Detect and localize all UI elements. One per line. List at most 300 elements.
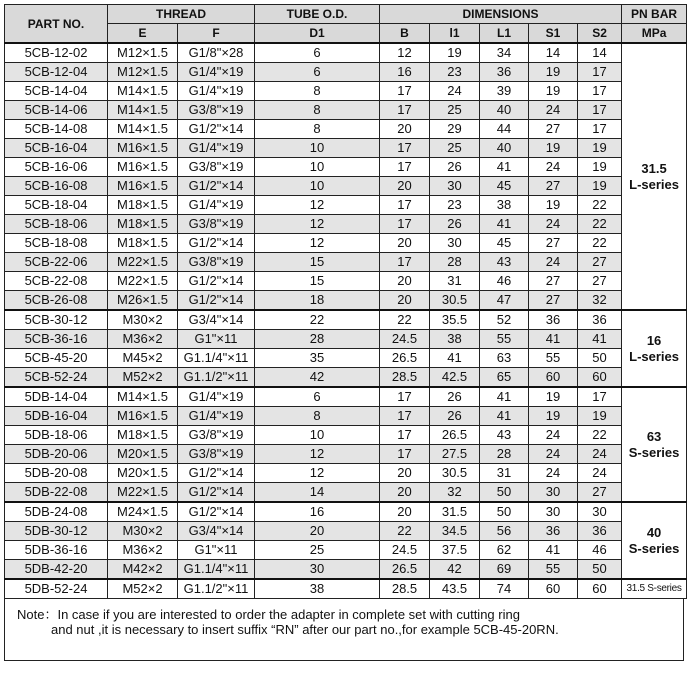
part-number-cell: 5CB-22-08 — [5, 272, 108, 291]
part-number-cell: 5CB-18-06 — [5, 215, 108, 234]
table-cell: 16 — [380, 63, 430, 82]
table-cell: 55 — [529, 560, 578, 580]
table-cell: 46 — [578, 541, 622, 560]
table-row — [5, 234, 687, 253]
table-cell: 19 — [529, 407, 578, 426]
pn-series: L-series — [629, 348, 679, 364]
pn-series: S-series — [628, 540, 680, 556]
table-cell: 39 — [480, 82, 529, 101]
table-cell: 17 — [380, 158, 430, 177]
table-cell: 19 — [529, 196, 578, 215]
table-row — [5, 120, 687, 139]
table-cell: 27 — [578, 483, 622, 503]
table-cell: 24 — [529, 426, 578, 445]
table-cell: 60 — [529, 368, 578, 388]
table-cell: 15 — [255, 253, 380, 272]
table-cell: 42.5 — [430, 368, 480, 388]
table-row — [5, 407, 687, 426]
table-cell: 17 — [380, 445, 430, 464]
header-row-2 — [5, 24, 687, 44]
table-cell: G1/2"×14 — [178, 483, 255, 503]
table-cell: G3/8"×19 — [178, 215, 255, 234]
table-cell: 35.5 — [430, 310, 480, 330]
table-row — [5, 82, 687, 101]
table-row — [5, 272, 687, 291]
table-row — [5, 101, 687, 120]
table-row — [5, 387, 687, 407]
table-cell: M16×1.5 — [108, 139, 178, 158]
table-cell: 30 — [430, 177, 480, 196]
table-cell: 6 — [255, 63, 380, 82]
pn-rating-cell — [622, 502, 687, 579]
part-number-cell: 5CB-52-24 — [5, 368, 108, 388]
table-cell: G1/4"×19 — [178, 82, 255, 101]
table-cell: 23 — [430, 196, 480, 215]
table-cell: 26.5 — [380, 349, 430, 368]
table-row — [5, 426, 687, 445]
table-cell: 17 — [578, 63, 622, 82]
table-cell: M45×2 — [108, 349, 178, 368]
table-cell: 26 — [430, 407, 480, 426]
table-cell: 41 — [480, 215, 529, 234]
table-cell: 41 — [480, 407, 529, 426]
table-cell: 10 — [255, 158, 380, 177]
table-cell: 26 — [430, 215, 480, 234]
table-row — [5, 349, 687, 368]
table-cell: 17 — [380, 196, 430, 215]
table-cell: 41 — [480, 158, 529, 177]
table-cell: 10 — [255, 177, 380, 196]
pn-value: 16 — [646, 332, 662, 348]
table-cell: M30×2 — [108, 310, 178, 330]
header-l1-lower: l1 — [430, 24, 480, 44]
table-cell: 45 — [480, 177, 529, 196]
table-cell: M24×1.5 — [108, 502, 178, 522]
table-row — [5, 215, 687, 234]
table-cell: 30 — [255, 560, 380, 580]
part-number-cell: 5DB-20-06 — [5, 445, 108, 464]
part-number-cell: 5DB-42-20 — [5, 560, 108, 580]
table-cell: 10 — [255, 426, 380, 445]
table-cell: M14×1.5 — [108, 101, 178, 120]
table-cell: 43 — [480, 253, 529, 272]
table-row — [5, 464, 687, 483]
table-cell: M18×1.5 — [108, 215, 178, 234]
table-cell: 31.5 — [430, 502, 480, 522]
table-cell: 19 — [529, 387, 578, 407]
table-cell: G1/4"×19 — [178, 407, 255, 426]
table-cell: M12×1.5 — [108, 43, 178, 63]
table-cell: 17 — [380, 253, 430, 272]
header-pn-bar: PN BAR — [622, 5, 687, 24]
table-cell: 20 — [380, 291, 430, 311]
table-cell: 55 — [529, 349, 578, 368]
table-cell: 12 — [255, 445, 380, 464]
table-row — [5, 560, 687, 580]
header-d1: D1 — [255, 24, 380, 44]
table-cell: 28.5 — [380, 579, 430, 599]
spec-sheet — [4, 4, 686, 661]
table-cell: M16×1.5 — [108, 177, 178, 196]
table-row — [5, 579, 687, 599]
table-cell: 36 — [578, 522, 622, 541]
table-cell: 8 — [255, 407, 380, 426]
table-cell: 17 — [380, 215, 430, 234]
part-number-cell: 5CB-14-08 — [5, 120, 108, 139]
table-row — [5, 310, 687, 330]
table-cell: G1/4"×19 — [178, 139, 255, 158]
part-number-cell: 5CB-16-08 — [5, 177, 108, 196]
table-row — [5, 502, 687, 522]
table-cell: G3/8"×19 — [178, 426, 255, 445]
table-cell: 24 — [529, 158, 578, 177]
table-cell: G3/8"×19 — [178, 445, 255, 464]
table-cell: G1/2"×14 — [178, 177, 255, 196]
table-cell: 27 — [578, 272, 622, 291]
table-cell: 30 — [578, 502, 622, 522]
part-number-cell: 5CB-18-04 — [5, 196, 108, 215]
table-cell: 24 — [529, 215, 578, 234]
table-cell: 24 — [578, 445, 622, 464]
header-e: E — [108, 24, 178, 44]
table-cell: 20 — [380, 464, 430, 483]
header-l1: L1 — [480, 24, 529, 44]
part-number-cell: 5DB-18-06 — [5, 426, 108, 445]
table-cell: 19 — [578, 407, 622, 426]
pn-rating-cell — [622, 43, 687, 310]
table-cell: G1/2"×14 — [178, 120, 255, 139]
table-cell: 17 — [578, 82, 622, 101]
pn-series: S-series — [628, 444, 680, 460]
table-cell: 6 — [255, 387, 380, 407]
table-cell: G1/8"×28 — [178, 43, 255, 63]
table-cell: 20 — [380, 120, 430, 139]
header-tube-od: TUBE O.D. — [255, 5, 380, 24]
table-cell: G1/2"×14 — [178, 291, 255, 311]
part-number-cell: 5CB-22-06 — [5, 253, 108, 272]
table-cell: 32 — [578, 291, 622, 311]
table-cell: 42 — [430, 560, 480, 580]
pn-series: 31.5 S-series — [626, 583, 682, 594]
pn-rating-cell — [622, 387, 687, 502]
table-cell: 69 — [480, 560, 529, 580]
table-row — [5, 368, 687, 388]
table-cell: 24 — [430, 82, 480, 101]
table-row — [5, 63, 687, 82]
table-cell: G3/8"×19 — [178, 101, 255, 120]
table-row — [5, 139, 687, 158]
table-cell: 40 — [480, 101, 529, 120]
table-cell: G1/2"×14 — [178, 502, 255, 522]
table-cell: M14×1.5 — [108, 82, 178, 101]
table-cell: M36×2 — [108, 541, 178, 560]
table-cell: 20 — [380, 177, 430, 196]
part-number-cell: 5CB-30-12 — [5, 310, 108, 330]
table-cell: M16×1.5 — [108, 407, 178, 426]
table-cell: 62 — [480, 541, 529, 560]
table-cell: 43.5 — [430, 579, 480, 599]
table-cell: 42 — [255, 368, 380, 388]
header-thread: THREAD — [108, 5, 255, 24]
table-cell: 8 — [255, 82, 380, 101]
table-cell: 26.5 — [380, 560, 430, 580]
table-cell: G1/2"×14 — [178, 272, 255, 291]
pn-value: 40 — [646, 524, 662, 540]
table-cell: 55 — [480, 330, 529, 349]
table-cell: M22×1.5 — [108, 483, 178, 503]
table-cell: 22 — [380, 522, 430, 541]
table-cell: 50 — [480, 502, 529, 522]
table-cell: 20 — [380, 234, 430, 253]
table-row — [5, 253, 687, 272]
header-s1: S1 — [529, 24, 578, 44]
table-cell: M14×1.5 — [108, 120, 178, 139]
part-number-cell: 5CB-12-02 — [5, 43, 108, 63]
table-cell: M20×1.5 — [108, 445, 178, 464]
table-cell: 12 — [255, 196, 380, 215]
table-cell: 20 — [380, 272, 430, 291]
pn-series: L-series — [629, 176, 679, 192]
table-cell: 60 — [529, 579, 578, 599]
table-cell: 18 — [255, 291, 380, 311]
table-cell: 12 — [255, 464, 380, 483]
table-cell: 26 — [430, 387, 480, 407]
table-cell: 25 — [430, 139, 480, 158]
table-cell: 19 — [578, 158, 622, 177]
table-cell: 47 — [480, 291, 529, 311]
table-cell: 31 — [430, 272, 480, 291]
table-cell: 29 — [430, 120, 480, 139]
note-line-2: and nut ,it is necessary to insert suffix “RN” after our part no.,for example 5CB-45-20RN. — [51, 622, 559, 637]
table-cell: 8 — [255, 101, 380, 120]
table-cell: 12 — [255, 234, 380, 253]
table-cell: 22 — [255, 310, 380, 330]
table-cell: 36 — [578, 310, 622, 330]
pn-value: 63 — [646, 428, 662, 444]
table-row — [5, 196, 687, 215]
header-part-no: PART NO. — [5, 5, 108, 44]
table-cell: 28 — [480, 445, 529, 464]
table-cell: 27.5 — [430, 445, 480, 464]
table-row — [5, 158, 687, 177]
table-cell: 27 — [529, 120, 578, 139]
table-cell: G1/2"×14 — [178, 234, 255, 253]
order-note — [4, 599, 684, 661]
table-cell: 17 — [578, 120, 622, 139]
table-row — [5, 177, 687, 196]
table-cell: G1.1/4"×11 — [178, 560, 255, 580]
table-cell: 60 — [578, 368, 622, 388]
table-cell: M20×1.5 — [108, 464, 178, 483]
header-dimensions: DIMENSIONS — [380, 5, 622, 24]
table-cell: 12 — [255, 215, 380, 234]
header-b: B — [380, 24, 430, 44]
table-cell: 41 — [578, 330, 622, 349]
table-cell: 17 — [380, 387, 430, 407]
table-cell: 27 — [578, 253, 622, 272]
part-number-cell: 5CB-14-04 — [5, 82, 108, 101]
table-cell: 38 — [430, 330, 480, 349]
table-cell: 17 — [380, 407, 430, 426]
part-number-cell: 5DB-52-24 — [5, 579, 108, 599]
table-cell: 63 — [480, 349, 529, 368]
table-cell: 41 — [480, 387, 529, 407]
table-cell: 17 — [578, 101, 622, 120]
table-cell: 20 — [255, 522, 380, 541]
table-cell: G1"×11 — [178, 330, 255, 349]
table-cell: 20 — [380, 502, 430, 522]
table-cell: 41 — [529, 330, 578, 349]
table-cell: M18×1.5 — [108, 426, 178, 445]
table-cell: 19 — [578, 139, 622, 158]
table-cell: 30.5 — [430, 291, 480, 311]
table-cell: G1"×11 — [178, 541, 255, 560]
part-number-cell: 5CB-26-08 — [5, 291, 108, 311]
table-cell: 24 — [529, 101, 578, 120]
part-number-cell: 5CB-45-20 — [5, 349, 108, 368]
table-cell: 36 — [529, 522, 578, 541]
table-cell: 25 — [430, 101, 480, 120]
table-cell: 50 — [480, 483, 529, 503]
table-cell: 17 — [380, 82, 430, 101]
table-cell: 24.5 — [380, 330, 430, 349]
table-cell: M18×1.5 — [108, 196, 178, 215]
table-cell: 19 — [430, 43, 480, 63]
table-cell: 38 — [255, 579, 380, 599]
table-cell: 28 — [430, 253, 480, 272]
table-cell: 74 — [480, 579, 529, 599]
table-cell: M14×1.5 — [108, 387, 178, 407]
table-cell: 28 — [255, 330, 380, 349]
table-cell: 36 — [529, 310, 578, 330]
table-cell: M22×1.5 — [108, 253, 178, 272]
pn-rating-cell — [622, 310, 687, 387]
table-cell: 37.5 — [430, 541, 480, 560]
table-cell: 41 — [529, 541, 578, 560]
table-cell: G3/4"×14 — [178, 310, 255, 330]
part-number-cell: 5CB-14-06 — [5, 101, 108, 120]
table-cell: 24 — [578, 464, 622, 483]
table-cell: 23 — [430, 63, 480, 82]
table-cell: 19 — [529, 82, 578, 101]
pn-rating-cell — [622, 579, 687, 599]
part-number-cell: 5CB-16-04 — [5, 139, 108, 158]
table-cell: G1/2"×14 — [178, 464, 255, 483]
adapter-dimensions-table — [4, 4, 687, 599]
table-cell: M22×1.5 — [108, 272, 178, 291]
table-cell: 30 — [529, 502, 578, 522]
table-cell: 32 — [430, 483, 480, 503]
table-cell: M52×2 — [108, 579, 178, 599]
table-cell: 40 — [480, 139, 529, 158]
table-cell: 17 — [380, 101, 430, 120]
part-number-cell: 5CB-16-06 — [5, 158, 108, 177]
table-cell: 30 — [430, 234, 480, 253]
part-number-cell: 5CB-18-08 — [5, 234, 108, 253]
table-cell: M26×1.5 — [108, 291, 178, 311]
table-row — [5, 522, 687, 541]
pn-value: 31.5 — [641, 160, 667, 176]
table-cell: 24.5 — [380, 541, 430, 560]
part-number-cell: 5DB-16-04 — [5, 407, 108, 426]
table-cell: 24 — [529, 445, 578, 464]
table-row — [5, 445, 687, 464]
part-number-cell: 5CB-36-16 — [5, 330, 108, 349]
table-cell: 28.5 — [380, 368, 430, 388]
table-cell: 19 — [529, 139, 578, 158]
table-cell: 27 — [529, 234, 578, 253]
table-cell: M52×2 — [108, 368, 178, 388]
table-cell: 14 — [255, 483, 380, 503]
header-row-1 — [5, 5, 687, 24]
table-cell: G1.1/2"×11 — [178, 368, 255, 388]
table-cell: 16 — [255, 502, 380, 522]
table-cell: 24 — [529, 464, 578, 483]
table-cell: 8 — [255, 120, 380, 139]
table-cell: 27 — [529, 291, 578, 311]
header-mpa: MPa — [622, 24, 687, 44]
table-cell: G1/4"×19 — [178, 63, 255, 82]
part-number-cell: 5DB-36-16 — [5, 541, 108, 560]
table-cell: G3/4"×14 — [178, 522, 255, 541]
table-cell: M42×2 — [108, 560, 178, 580]
table-row — [5, 541, 687, 560]
part-number-cell: 5DB-22-08 — [5, 483, 108, 503]
table-cell: G3/8"×19 — [178, 158, 255, 177]
table-cell: 38 — [480, 196, 529, 215]
table-cell: 20 — [380, 483, 430, 503]
part-number-cell: 5DB-14-04 — [5, 387, 108, 407]
table-cell: 50 — [578, 560, 622, 580]
table-cell: 22 — [380, 310, 430, 330]
part-number-cell: 5DB-24-08 — [5, 502, 108, 522]
table-cell: 6 — [255, 43, 380, 63]
header-f: F — [178, 24, 255, 44]
table-cell: 26.5 — [430, 426, 480, 445]
table-cell: 19 — [578, 177, 622, 196]
table-cell: 30.5 — [430, 464, 480, 483]
table-cell: 24 — [529, 253, 578, 272]
table-cell: 60 — [578, 579, 622, 599]
table-cell: 52 — [480, 310, 529, 330]
table-cell: 22 — [578, 426, 622, 445]
table-cell: 34 — [480, 43, 529, 63]
table-cell: 27 — [529, 272, 578, 291]
table-cell: 14 — [578, 43, 622, 63]
table-cell: M30×2 — [108, 522, 178, 541]
table-cell: M18×1.5 — [108, 234, 178, 253]
table-cell: 25 — [255, 541, 380, 560]
table-row — [5, 330, 687, 349]
table-row — [5, 291, 687, 311]
table-cell: 65 — [480, 368, 529, 388]
table-cell: 34.5 — [430, 522, 480, 541]
table-cell: 22 — [578, 234, 622, 253]
table-cell: M12×1.5 — [108, 63, 178, 82]
table-cell: 26 — [430, 158, 480, 177]
table-row — [5, 483, 687, 503]
table-cell: 43 — [480, 426, 529, 445]
table-cell: G3/8"×19 — [178, 253, 255, 272]
table-row — [5, 43, 687, 63]
part-number-cell: 5DB-30-12 — [5, 522, 108, 541]
table-cell: 14 — [529, 43, 578, 63]
part-number-cell: 5CB-12-04 — [5, 63, 108, 82]
table-cell: M16×1.5 — [108, 158, 178, 177]
table-cell: M36×2 — [108, 330, 178, 349]
header-s2: S2 — [578, 24, 622, 44]
table-cell: G1/4"×19 — [178, 387, 255, 407]
